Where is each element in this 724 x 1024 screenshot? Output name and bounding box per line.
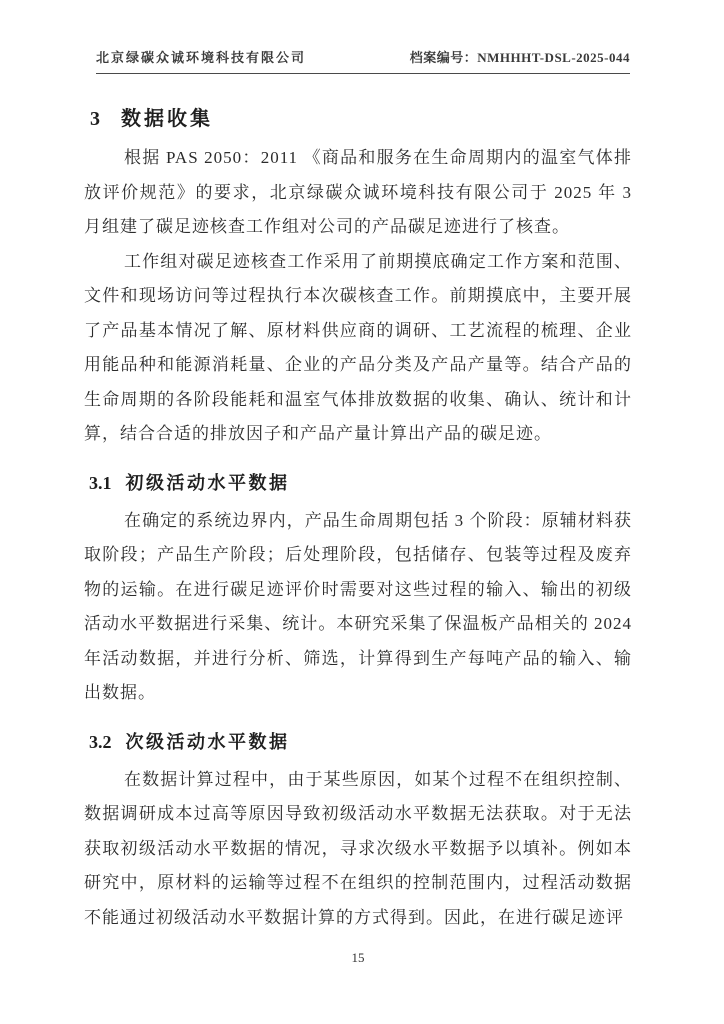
doc-number-label: 档案编号： <box>409 50 478 65</box>
paragraph-workgroup-process: 工作组对碳足迹核查工作采用了前期摸底确定工作方案和范围、文件和现场访问等过程执行本次碳核查工作。前期摸底中，主要开展了产品基本情况了解、原材料供应商的调研、工艺流程的梳理、企业用能品种和能源消耗量、企业的产品分类及产品产量等。结合产品的生命周期的各阶段能耗和温室气体排放数据的收集、确认、统计和计算，结合合适的排放因子和产品产量计算出产品的碳足迹。 <box>84 251 632 443</box>
doc-number-value: NMHHHT-DSL-2025-044 <box>477 50 630 65</box>
heading-number: 3 <box>90 108 100 130</box>
paragraph-pas2050-intro: 根据 PAS 2050：2011 《商品和服务在生命周期内的温室气体排放评价规范》的要求，北京绿碳众诚环境科技有限公司于 2025 年 3 月组建了碳足迹核查工作组对公司的产品碳足迹进行了核查。 <box>84 148 632 236</box>
heading-title: 次级活动水平数据 <box>125 731 290 752</box>
heading-number: 3.2 <box>89 731 112 752</box>
page-number: 15 <box>351 950 365 965</box>
heading-number: 3.1 <box>89 472 112 493</box>
paragraph-secondary-data-fill: 在数据计算过程中，由于某些原因，如某个过程不在组织控制、数据调研成本过高等原因导致初级活动水平数据无法获取。对于无法获取初级活动水平数据的情况，寻求次级水平数据予以填补。例如本研究中，原材料的运输等过程不在组织的控制范围内，过程活动数据不能通过初级活动水平数据计算的方式得到。因此，在进行碳足迹评 <box>84 769 632 927</box>
heading-secondary-activity-data <box>84 728 632 754</box>
document-body <box>84 94 632 935</box>
header-company-name: 北京绿碳众诚环境科技有限公司 <box>96 50 307 65</box>
heading-title: 初级活动水平数据 <box>125 472 290 493</box>
page-header <box>96 47 630 74</box>
heading-title: 数据收集 <box>121 108 213 130</box>
heading-primary-activity-data <box>84 469 632 495</box>
paragraph-lifecycle-stages: 在确定的系统边界内，产品生命周期包括 3 个阶段：原辅材料获取阶段；产品生产阶段；后处理阶段，包括储存、包装等过程及废弃物的运输。在进行碳足迹评价时需要对这些过程的输入、输出的初级活动水平数据进行采集、统计。本研究采集了保温板产品相关的 2024 年活动数据，并进行分析、筛选，计算得到生产每吨产品的输入、输出数据。 <box>84 510 632 702</box>
heading-data-collection <box>84 102 632 131</box>
header-doc-number <box>410 47 630 66</box>
page-footer <box>84 950 632 966</box>
